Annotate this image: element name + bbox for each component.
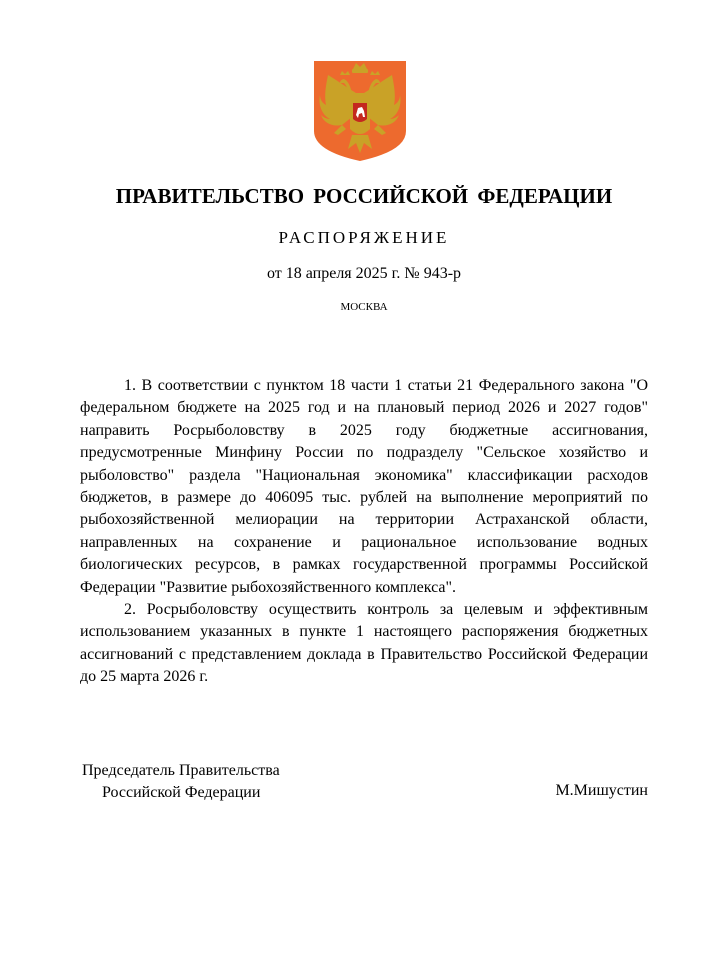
signatory-name: М.Мишустин <box>555 782 648 799</box>
emblem-svg <box>312 59 408 163</box>
government-title: ПРАВИТЕЛЬСТВО РОССИЙСКОЙ ФЕДЕРАЦИИ <box>115 184 613 208</box>
document-date-number: от 18 апреля 2025 г. № 943-р <box>266 265 462 282</box>
paragraph-1: 1. В соответствии с пунктом 18 части 1 статьи 21 Федерального закона "О федеральном бюджете на 2025 год и на плановый период 2026 и 2027 годов" направить Росрыболовству в 2025 году бюджетные ассигнования, предусмотренные Минфину России по подразделу "Сельское хозяйство и рыболовство" раздела "Национальная экономика" классификации расходов бюджетов, в размере до 406095 тыс. рублей на выполнение мероприятий по рыбохозяйственной мелиорации на территории Астраханской области, направленных на сохранение и рациональное использование водных биологических ресурсов, в рамках государственной программы Российской Федерации "Развитие рыбохозяйственного комплекса". <box>80 377 648 596</box>
document-body <box>80 375 648 689</box>
signatory-position-line-1: Председатель Правительства <box>82 762 280 779</box>
coat-of-arms-icon <box>312 59 408 163</box>
paragraph-2: 2. Росрыболовству осуществить контроль за целевым и эффективным использованием указанных в пункте 1 настоящего распоряжения бюджетных ассигнований с представлением доклада в Правительство Российской Федерации до 25 марта 2026 г. <box>80 601 648 686</box>
signatory-position <box>82 760 280 804</box>
document-type: РАСПОРЯЖЕНИЕ <box>278 228 450 247</box>
signatory-position-line-2: Российской Федерации <box>102 784 261 801</box>
document-city: МОСКВА <box>340 301 388 313</box>
